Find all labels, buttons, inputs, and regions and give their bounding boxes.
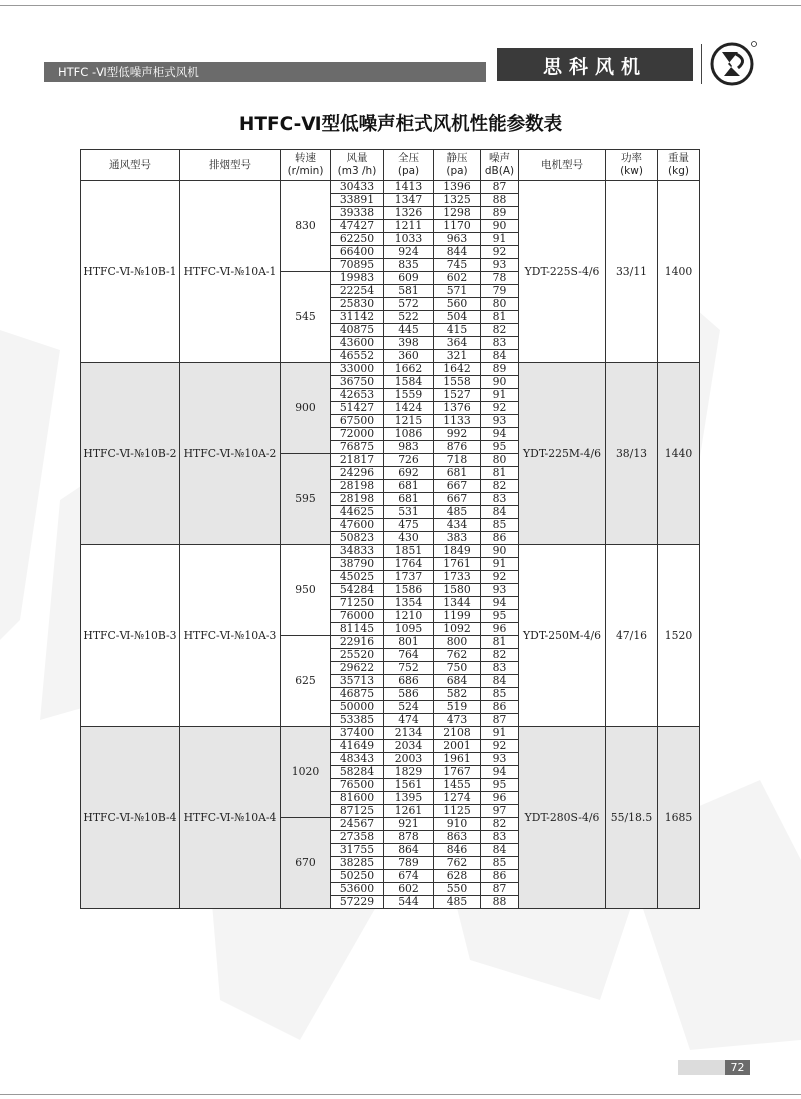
- total-pressure-cell: 398: [384, 337, 434, 350]
- airflow-cell: 34833: [331, 545, 384, 558]
- noise-cell: 87: [481, 883, 519, 896]
- noise-cell: 81: [481, 636, 519, 649]
- noise-cell: 89: [481, 363, 519, 376]
- static-pressure-cell: 571: [434, 285, 481, 298]
- ventilation-model-cell: HTFC-Ⅵ-№10B-1: [81, 181, 180, 363]
- static-pressure-cell: 684: [434, 675, 481, 688]
- airflow-cell: 31142: [331, 311, 384, 324]
- total-pressure-cell: 1354: [384, 597, 434, 610]
- speed-cell: 625: [281, 636, 331, 727]
- static-pressure-cell: 321: [434, 350, 481, 363]
- motor-model-cell: YDT-250M-4/6: [519, 545, 606, 727]
- col-smoke-model: 排烟型号: [180, 150, 281, 181]
- total-pressure-cell: 445: [384, 324, 434, 337]
- static-pressure-cell: 1325: [434, 194, 481, 207]
- airflow-cell: 27358: [331, 831, 384, 844]
- total-pressure-cell: 531: [384, 506, 434, 519]
- total-pressure-cell: 1424: [384, 402, 434, 415]
- noise-cell: 94: [481, 766, 519, 779]
- airflow-cell: 50000: [331, 701, 384, 714]
- static-pressure-cell: 762: [434, 857, 481, 870]
- page-number: 72: [725, 1060, 750, 1075]
- total-pressure-cell: 1095: [384, 623, 434, 636]
- noise-cell: 92: [481, 740, 519, 753]
- static-pressure-cell: 364: [434, 337, 481, 350]
- col-weight: 重量 (kg): [658, 150, 700, 181]
- total-pressure-cell: 878: [384, 831, 434, 844]
- static-pressure-cell: 1092: [434, 623, 481, 636]
- noise-cell: 83: [481, 337, 519, 350]
- col-speed: 转速 (r/min): [281, 150, 331, 181]
- ventilation-model-cell: HTFC-Ⅵ-№10B-4: [81, 727, 180, 909]
- total-pressure-cell: 752: [384, 662, 434, 675]
- noise-cell: 89: [481, 207, 519, 220]
- total-pressure-cell: 586: [384, 688, 434, 701]
- airflow-cell: 28198: [331, 480, 384, 493]
- airflow-cell: 30433: [331, 181, 384, 194]
- noise-cell: 84: [481, 675, 519, 688]
- weight-cell: 1520: [658, 545, 700, 727]
- motor-model-cell: YDT-280S-4/6: [519, 727, 606, 909]
- total-pressure-cell: 1413: [384, 181, 434, 194]
- speed-cell: 900: [281, 363, 331, 454]
- noise-cell: 86: [481, 532, 519, 545]
- total-pressure-cell: 1347: [384, 194, 434, 207]
- airflow-cell: 71250: [331, 597, 384, 610]
- static-pressure-cell: 667: [434, 480, 481, 493]
- total-pressure-cell: 544: [384, 896, 434, 909]
- col-motor-model: 电机型号: [519, 150, 606, 181]
- static-pressure-cell: 504: [434, 311, 481, 324]
- noise-cell: 91: [481, 389, 519, 402]
- static-pressure-cell: 1170: [434, 220, 481, 233]
- noise-cell: 85: [481, 519, 519, 532]
- static-pressure-cell: 550: [434, 883, 481, 896]
- noise-cell: 90: [481, 376, 519, 389]
- total-pressure-cell: 1326: [384, 207, 434, 220]
- noise-cell: 95: [481, 779, 519, 792]
- power-cell: 47/16: [606, 545, 658, 727]
- total-pressure-cell: 602: [384, 883, 434, 896]
- airflow-cell: 62250: [331, 233, 384, 246]
- noise-cell: 83: [481, 662, 519, 675]
- noise-cell: 93: [481, 415, 519, 428]
- airflow-cell: 24296: [331, 467, 384, 480]
- static-pressure-cell: 1274: [434, 792, 481, 805]
- noise-cell: 81: [481, 311, 519, 324]
- static-pressure-cell: 582: [434, 688, 481, 701]
- static-pressure-cell: 2001: [434, 740, 481, 753]
- total-pressure-cell: 2134: [384, 727, 434, 740]
- noise-cell: 95: [481, 441, 519, 454]
- airflow-cell: 70895: [331, 259, 384, 272]
- col-total-pressure: 全压 (pa): [384, 150, 434, 181]
- total-pressure-cell: 726: [384, 454, 434, 467]
- noise-cell: 95: [481, 610, 519, 623]
- static-pressure-cell: 992: [434, 428, 481, 441]
- power-cell: 38/13: [606, 363, 658, 545]
- noise-cell: 78: [481, 272, 519, 285]
- static-pressure-cell: 876: [434, 441, 481, 454]
- airflow-cell: 47600: [331, 519, 384, 532]
- static-pressure-cell: 910: [434, 818, 481, 831]
- company-logo-icon: [708, 40, 758, 86]
- airflow-cell: 76875: [331, 441, 384, 454]
- airflow-cell: 19983: [331, 272, 384, 285]
- airflow-cell: 24567: [331, 818, 384, 831]
- static-pressure-cell: 434: [434, 519, 481, 532]
- total-pressure-cell: 522: [384, 311, 434, 324]
- static-pressure-cell: 1344: [434, 597, 481, 610]
- static-pressure-cell: 560: [434, 298, 481, 311]
- static-pressure-cell: 1133: [434, 415, 481, 428]
- static-pressure-cell: 800: [434, 636, 481, 649]
- airflow-cell: 39338: [331, 207, 384, 220]
- table-row: [81, 727, 700, 740]
- noise-cell: 88: [481, 896, 519, 909]
- total-pressure-cell: 609: [384, 272, 434, 285]
- total-pressure-cell: 2003: [384, 753, 434, 766]
- total-pressure-cell: 1211: [384, 220, 434, 233]
- static-pressure-cell: 762: [434, 649, 481, 662]
- total-pressure-cell: 1662: [384, 363, 434, 376]
- total-pressure-cell: 360: [384, 350, 434, 363]
- speed-cell: 830: [281, 181, 331, 272]
- noise-cell: 85: [481, 688, 519, 701]
- airflow-cell: 41649: [331, 740, 384, 753]
- airflow-cell: 53385: [331, 714, 384, 727]
- noise-cell: 84: [481, 350, 519, 363]
- static-pressure-cell: 1849: [434, 545, 481, 558]
- smoke-model-cell: HTFC-Ⅵ-№10A-4: [180, 727, 281, 909]
- noise-cell: 84: [481, 844, 519, 857]
- airflow-cell: 54284: [331, 584, 384, 597]
- performance-table: [80, 149, 700, 909]
- static-pressure-cell: 1642: [434, 363, 481, 376]
- airflow-cell: 33891: [331, 194, 384, 207]
- noise-cell: 86: [481, 870, 519, 883]
- ventilation-model-cell: HTFC-Ⅵ-№10B-2: [81, 363, 180, 545]
- smoke-model-cell: HTFC-Ⅵ-№10A-2: [180, 363, 281, 545]
- noise-cell: 92: [481, 571, 519, 584]
- airflow-cell: 31755: [331, 844, 384, 857]
- table-header-row: [81, 150, 700, 181]
- airflow-cell: 58284: [331, 766, 384, 779]
- static-pressure-cell: 602: [434, 272, 481, 285]
- total-pressure-cell: 835: [384, 259, 434, 272]
- airflow-cell: 21817: [331, 454, 384, 467]
- noise-cell: 93: [481, 259, 519, 272]
- noise-cell: 91: [481, 233, 519, 246]
- airflow-cell: 47427: [331, 220, 384, 233]
- static-pressure-cell: 519: [434, 701, 481, 714]
- static-pressure-cell: 1125: [434, 805, 481, 818]
- static-pressure-cell: 745: [434, 259, 481, 272]
- motor-model-cell: YDT-225M-4/6: [519, 363, 606, 545]
- noise-cell: 88: [481, 194, 519, 207]
- total-pressure-cell: 430: [384, 532, 434, 545]
- airflow-cell: 28198: [331, 493, 384, 506]
- static-pressure-cell: 1761: [434, 558, 481, 571]
- total-pressure-cell: 674: [384, 870, 434, 883]
- power-cell: 33/11: [606, 181, 658, 363]
- total-pressure-cell: 1737: [384, 571, 434, 584]
- total-pressure-cell: 864: [384, 844, 434, 857]
- total-pressure-cell: 524: [384, 701, 434, 714]
- static-pressure-cell: 963: [434, 233, 481, 246]
- noise-cell: 90: [481, 220, 519, 233]
- airflow-cell: 50250: [331, 870, 384, 883]
- noise-cell: 85: [481, 857, 519, 870]
- total-pressure-cell: 921: [384, 818, 434, 831]
- total-pressure-cell: 686: [384, 675, 434, 688]
- total-pressure-cell: 1764: [384, 558, 434, 571]
- total-pressure-cell: 1395: [384, 792, 434, 805]
- airflow-cell: 22254: [331, 285, 384, 298]
- static-pressure-cell: 681: [434, 467, 481, 480]
- airflow-cell: 36750: [331, 376, 384, 389]
- static-pressure-cell: 1527: [434, 389, 481, 402]
- total-pressure-cell: 1559: [384, 389, 434, 402]
- static-pressure-cell: 1961: [434, 753, 481, 766]
- airflow-cell: 46552: [331, 350, 384, 363]
- airflow-cell: 40875: [331, 324, 384, 337]
- noise-cell: 93: [481, 584, 519, 597]
- static-pressure-cell: 485: [434, 896, 481, 909]
- airflow-cell: 45025: [331, 571, 384, 584]
- total-pressure-cell: 1215: [384, 415, 434, 428]
- weight-cell: 1400: [658, 181, 700, 363]
- total-pressure-cell: 1261: [384, 805, 434, 818]
- total-pressure-cell: 1210: [384, 610, 434, 623]
- noise-cell: 83: [481, 493, 519, 506]
- motor-model-cell: YDT-225S-4/6: [519, 181, 606, 363]
- brand-divider: [701, 44, 702, 84]
- total-pressure-cell: 681: [384, 493, 434, 506]
- static-pressure-cell: 844: [434, 246, 481, 259]
- airflow-cell: 37400: [331, 727, 384, 740]
- airflow-cell: 57229: [331, 896, 384, 909]
- airflow-cell: 81600: [331, 792, 384, 805]
- airflow-cell: 25520: [331, 649, 384, 662]
- static-pressure-cell: 1580: [434, 584, 481, 597]
- brand-box: [497, 48, 693, 81]
- static-pressure-cell: 383: [434, 532, 481, 545]
- table-body: [81, 181, 700, 909]
- airflow-cell: 72000: [331, 428, 384, 441]
- total-pressure-cell: 1584: [384, 376, 434, 389]
- airflow-cell: 38790: [331, 558, 384, 571]
- col-power: 功率 (kw): [606, 150, 658, 181]
- airflow-cell: 46875: [331, 688, 384, 701]
- static-pressure-cell: 1558: [434, 376, 481, 389]
- noise-cell: 80: [481, 454, 519, 467]
- total-pressure-cell: 2034: [384, 740, 434, 753]
- airflow-cell: 87125: [331, 805, 384, 818]
- static-pressure-cell: 1199: [434, 610, 481, 623]
- noise-cell: 93: [481, 753, 519, 766]
- total-pressure-cell: 581: [384, 285, 434, 298]
- noise-cell: 94: [481, 428, 519, 441]
- static-pressure-cell: 846: [434, 844, 481, 857]
- airflow-cell: 81145: [331, 623, 384, 636]
- static-pressure-cell: 415: [434, 324, 481, 337]
- power-cell: 55/18.5: [606, 727, 658, 909]
- airflow-cell: 25830: [331, 298, 384, 311]
- total-pressure-cell: 789: [384, 857, 434, 870]
- total-pressure-cell: 1851: [384, 545, 434, 558]
- airflow-cell: 53600: [331, 883, 384, 896]
- table-row: [81, 545, 700, 558]
- noise-cell: 82: [481, 324, 519, 337]
- airflow-cell: 29622: [331, 662, 384, 675]
- airflow-cell: 38285: [331, 857, 384, 870]
- total-pressure-cell: 692: [384, 467, 434, 480]
- total-pressure-cell: 764: [384, 649, 434, 662]
- weight-cell: 1685: [658, 727, 700, 909]
- airflow-cell: 35713: [331, 675, 384, 688]
- noise-cell: 97: [481, 805, 519, 818]
- noise-cell: 90: [481, 545, 519, 558]
- top-rule: [0, 5, 801, 6]
- airflow-cell: 44625: [331, 506, 384, 519]
- static-pressure-cell: 628: [434, 870, 481, 883]
- noise-cell: 82: [481, 480, 519, 493]
- airflow-cell: 67500: [331, 415, 384, 428]
- static-pressure-cell: 1396: [434, 181, 481, 194]
- total-pressure-cell: 1829: [384, 766, 434, 779]
- noise-cell: 86: [481, 701, 519, 714]
- noise-cell: 82: [481, 818, 519, 831]
- static-pressure-cell: 1376: [434, 402, 481, 415]
- total-pressure-cell: 572: [384, 298, 434, 311]
- total-pressure-cell: 1586: [384, 584, 434, 597]
- total-pressure-cell: 1033: [384, 233, 434, 246]
- static-pressure-cell: 667: [434, 493, 481, 506]
- page-title: HTFC-Ⅵ型低噪声柜式风机性能参数表: [238, 114, 563, 135]
- noise-cell: 79: [481, 285, 519, 298]
- speed-cell: 670: [281, 818, 331, 909]
- airflow-cell: 48343: [331, 753, 384, 766]
- speed-cell: 1020: [281, 727, 331, 818]
- noise-cell: 87: [481, 181, 519, 194]
- total-pressure-cell: 1561: [384, 779, 434, 792]
- total-pressure-cell: 1086: [384, 428, 434, 441]
- airflow-cell: 42653: [331, 389, 384, 402]
- ventilation-model-cell: HTFC-Ⅵ-№10B-3: [81, 545, 180, 727]
- noise-cell: 84: [481, 506, 519, 519]
- static-pressure-cell: 485: [434, 506, 481, 519]
- airflow-cell: 22916: [331, 636, 384, 649]
- noise-cell: 81: [481, 467, 519, 480]
- airflow-cell: 51427: [331, 402, 384, 415]
- speed-cell: 595: [281, 454, 331, 545]
- weight-cell: 1440: [658, 363, 700, 545]
- smoke-model-cell: HTFC-Ⅵ-№10A-1: [180, 181, 281, 363]
- static-pressure-cell: 2108: [434, 727, 481, 740]
- col-ventilation-model: 通风型号: [81, 150, 180, 181]
- static-pressure-cell: 863: [434, 831, 481, 844]
- noise-cell: 80: [481, 298, 519, 311]
- bottom-rule: [0, 1094, 801, 1095]
- static-pressure-cell: 750: [434, 662, 481, 675]
- noise-cell: 92: [481, 402, 519, 415]
- noise-cell: 94: [481, 597, 519, 610]
- section-header-bar: [44, 62, 486, 82]
- total-pressure-cell: 983: [384, 441, 434, 454]
- airflow-cell: 76500: [331, 779, 384, 792]
- speed-cell: 950: [281, 545, 331, 636]
- static-pressure-cell: 1455: [434, 779, 481, 792]
- static-pressure-cell: 718: [434, 454, 481, 467]
- col-noise: 噪声 dB(A): [481, 150, 519, 181]
- noise-cell: 87: [481, 714, 519, 727]
- static-pressure-cell: 473: [434, 714, 481, 727]
- static-pressure-cell: 1767: [434, 766, 481, 779]
- noise-cell: 83: [481, 831, 519, 844]
- static-pressure-cell: 1298: [434, 207, 481, 220]
- total-pressure-cell: 924: [384, 246, 434, 259]
- airflow-cell: 50823: [331, 532, 384, 545]
- total-pressure-cell: 681: [384, 480, 434, 493]
- total-pressure-cell: 474: [384, 714, 434, 727]
- noise-cell: 96: [481, 792, 519, 805]
- airflow-cell: 33000: [331, 363, 384, 376]
- noise-cell: 91: [481, 727, 519, 740]
- speed-cell: 545: [281, 272, 331, 363]
- noise-cell: 92: [481, 246, 519, 259]
- brand-name: 思科风机: [542, 56, 647, 78]
- col-static-pressure: 静压 (pa): [434, 150, 481, 181]
- noise-cell: 96: [481, 623, 519, 636]
- airflow-cell: 66400: [331, 246, 384, 259]
- noise-cell: 82: [481, 649, 519, 662]
- airflow-cell: 76000: [331, 610, 384, 623]
- total-pressure-cell: 801: [384, 636, 434, 649]
- smoke-model-cell: HTFC-Ⅵ-№10A-3: [180, 545, 281, 727]
- section-title: HTFC -Ⅵ型低噪声柜式风机: [58, 65, 199, 79]
- noise-cell: 91: [481, 558, 519, 571]
- col-airflow: 风量 (m3 /h): [331, 150, 384, 181]
- table-row: [81, 181, 700, 194]
- airflow-cell: 43600: [331, 337, 384, 350]
- static-pressure-cell: 1733: [434, 571, 481, 584]
- table-row: [81, 363, 700, 376]
- total-pressure-cell: 475: [384, 519, 434, 532]
